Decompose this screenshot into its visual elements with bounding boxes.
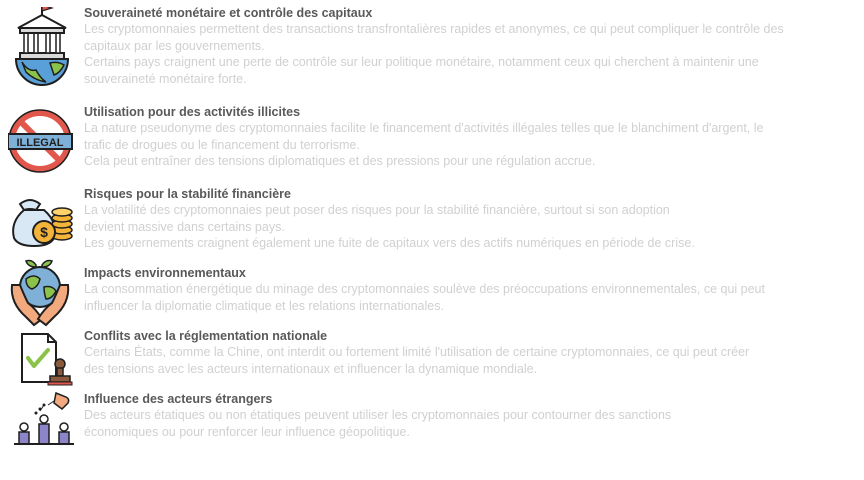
item-title: Souveraineté monétaire et contrôle des capitaux bbox=[84, 6, 373, 20]
item-title: Risques pour la stabilité financière bbox=[84, 187, 292, 201]
bank-globe-icon bbox=[8, 7, 76, 75]
illegal-label: ILLEGAL bbox=[16, 137, 64, 149]
item-title: Influence des acteurs étrangers bbox=[84, 392, 273, 406]
item-title: Impacts environnementaux bbox=[84, 266, 246, 280]
money-bag-icon bbox=[8, 188, 76, 256]
item-description: La volatilité des cryptomonnaies peut poser des risques pour la stabilité financière, surtout si son adoption devient massive dans certains pays. Les gouvernements craignent également une fuite de capitaux vers des actifs numériques en période de crise. bbox=[84, 203, 695, 250]
item-description: Des acteurs étatiques ou non étatiques peuvent utiliser les cryptomonnaies pour contourner des sanctions économiques ou pour renforcer leur influence géopolitique. bbox=[84, 408, 672, 439]
approved-document-stamp-icon bbox=[8, 330, 76, 398]
item-title: Conflits avec la réglementation nationale bbox=[84, 329, 328, 343]
item-description: La nature pseudonyme des cryptomonnaies facilite le financement d'activités illégales telles que le blanchiment d'argent, le trafic de drogues ou le financement du terrorisme. Cela peut entraîner des tensions diplomatiques et des pressions pour une régulation accrue. bbox=[84, 121, 764, 168]
item-description: Certains États, comme la Chine, ont interdit ou fortement limité l'utilisation de certaine cryptomonnaies, ce qui peut créer des tensions avec les acteurs internationaux et influencer la dynamique mondiale. bbox=[84, 345, 750, 376]
illegal-icon bbox=[8, 108, 76, 176]
item-description: Les cryptomonnaies permettent des transactions transfrontalières rapides et anonymes, ce qui peut compliquer le contrôle des capitaux par les gouvernements. Certains pays craignent une perte de contrôle sur leur politique monétaire, notamment ceux qui cherchent à maintenir une souveraineté monétaire forte. bbox=[84, 22, 784, 86]
influence-puppets-icon bbox=[8, 391, 76, 459]
item-title: Utilisation pour des activités illicites bbox=[84, 105, 301, 119]
svg-text:$: $ bbox=[40, 224, 48, 240]
item-description: La consommation énergétique du minage des cryptomonnaies soulève des préoccupations environnementales, ce qui peut influencer la diplomatie climatique et les relations internationales. bbox=[84, 282, 765, 313]
earth-hands-icon bbox=[8, 257, 76, 325]
